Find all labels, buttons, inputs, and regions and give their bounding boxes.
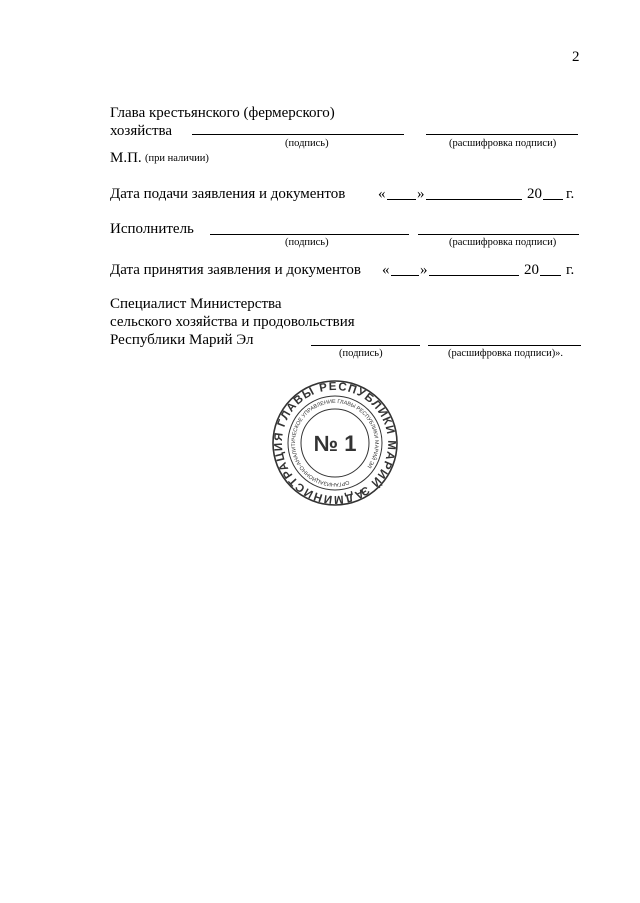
specialist-signature-line bbox=[311, 345, 420, 346]
executor-decoding-caption: (расшифровка подписи) bbox=[449, 237, 557, 248]
specialist-title-line3: Республики Марий Эл bbox=[110, 332, 254, 348]
farm-head-title-line1: Глава крестьянского (фермерского) bbox=[110, 105, 335, 121]
submission-month-blank bbox=[426, 199, 522, 200]
acceptance-year-prefix: 20 bbox=[524, 262, 539, 278]
page-number: 2 bbox=[572, 49, 580, 65]
farm-head-signature-line bbox=[192, 134, 404, 135]
specialist-title-line1: Специалист Министерства bbox=[110, 296, 282, 312]
stamp-number: № 1 bbox=[313, 431, 357, 456]
specialist-decoding-caption: (расшифровка подписи)». bbox=[448, 348, 564, 359]
submission-date-quote-close: » bbox=[417, 186, 425, 202]
executor-label: Исполнитель bbox=[110, 221, 194, 237]
executor-signature-line bbox=[210, 234, 409, 235]
specialist-decoding-line bbox=[428, 345, 581, 346]
specialist-signature-caption: (подпись) bbox=[339, 348, 383, 359]
farm-head-title-line2: хозяйства bbox=[110, 123, 173, 139]
acceptance-date-quote-close: » bbox=[420, 262, 428, 278]
stamp-outer-text: АДМИНИСТРАЦИЯ ГЛАВЫ РЕСПУБЛИКИ МАРИЙ ЭЛ bbox=[272, 380, 398, 506]
farm-head-signature-caption: (подпись) bbox=[285, 138, 329, 149]
submission-year-prefix: 20 bbox=[527, 186, 542, 202]
round-stamp bbox=[271, 379, 399, 507]
acceptance-day-blank bbox=[391, 275, 419, 276]
submission-date-quote-open: « bbox=[378, 186, 386, 202]
farm-head-decoding-line bbox=[426, 134, 578, 135]
executor-decoding-line bbox=[418, 234, 579, 235]
submission-date-label: Дата подачи заявления и документов bbox=[110, 186, 346, 202]
acceptance-date-label: Дата принятия заявления и документов bbox=[110, 262, 361, 278]
seal-note: (при наличии) bbox=[145, 153, 209, 164]
acceptance-date-quote-open: « bbox=[382, 262, 390, 278]
submission-day-blank bbox=[387, 199, 416, 200]
acceptance-year-suffix: г. bbox=[566, 262, 575, 278]
executor-signature-caption: (подпись) bbox=[285, 237, 329, 248]
seal-label: М.П. bbox=[110, 150, 142, 166]
acceptance-month-blank bbox=[429, 275, 519, 276]
acceptance-year-blank bbox=[540, 275, 561, 276]
submission-year-blank bbox=[543, 199, 563, 200]
specialist-title-line2: сельского хозяйства и продовольствия bbox=[110, 314, 355, 330]
submission-year-suffix: г. bbox=[566, 186, 575, 202]
farm-head-decoding-caption: (расшифровка подписи) bbox=[449, 138, 557, 149]
stamp-inner-text: ОРГАНИЗАЦИОННО-АНАЛИТИЧЕСКОЕ УПРАВЛЕНИЕ ГЛАВЫ РЕСПУБЛИКИ МАРИЙ ЭЛ bbox=[290, 398, 380, 488]
